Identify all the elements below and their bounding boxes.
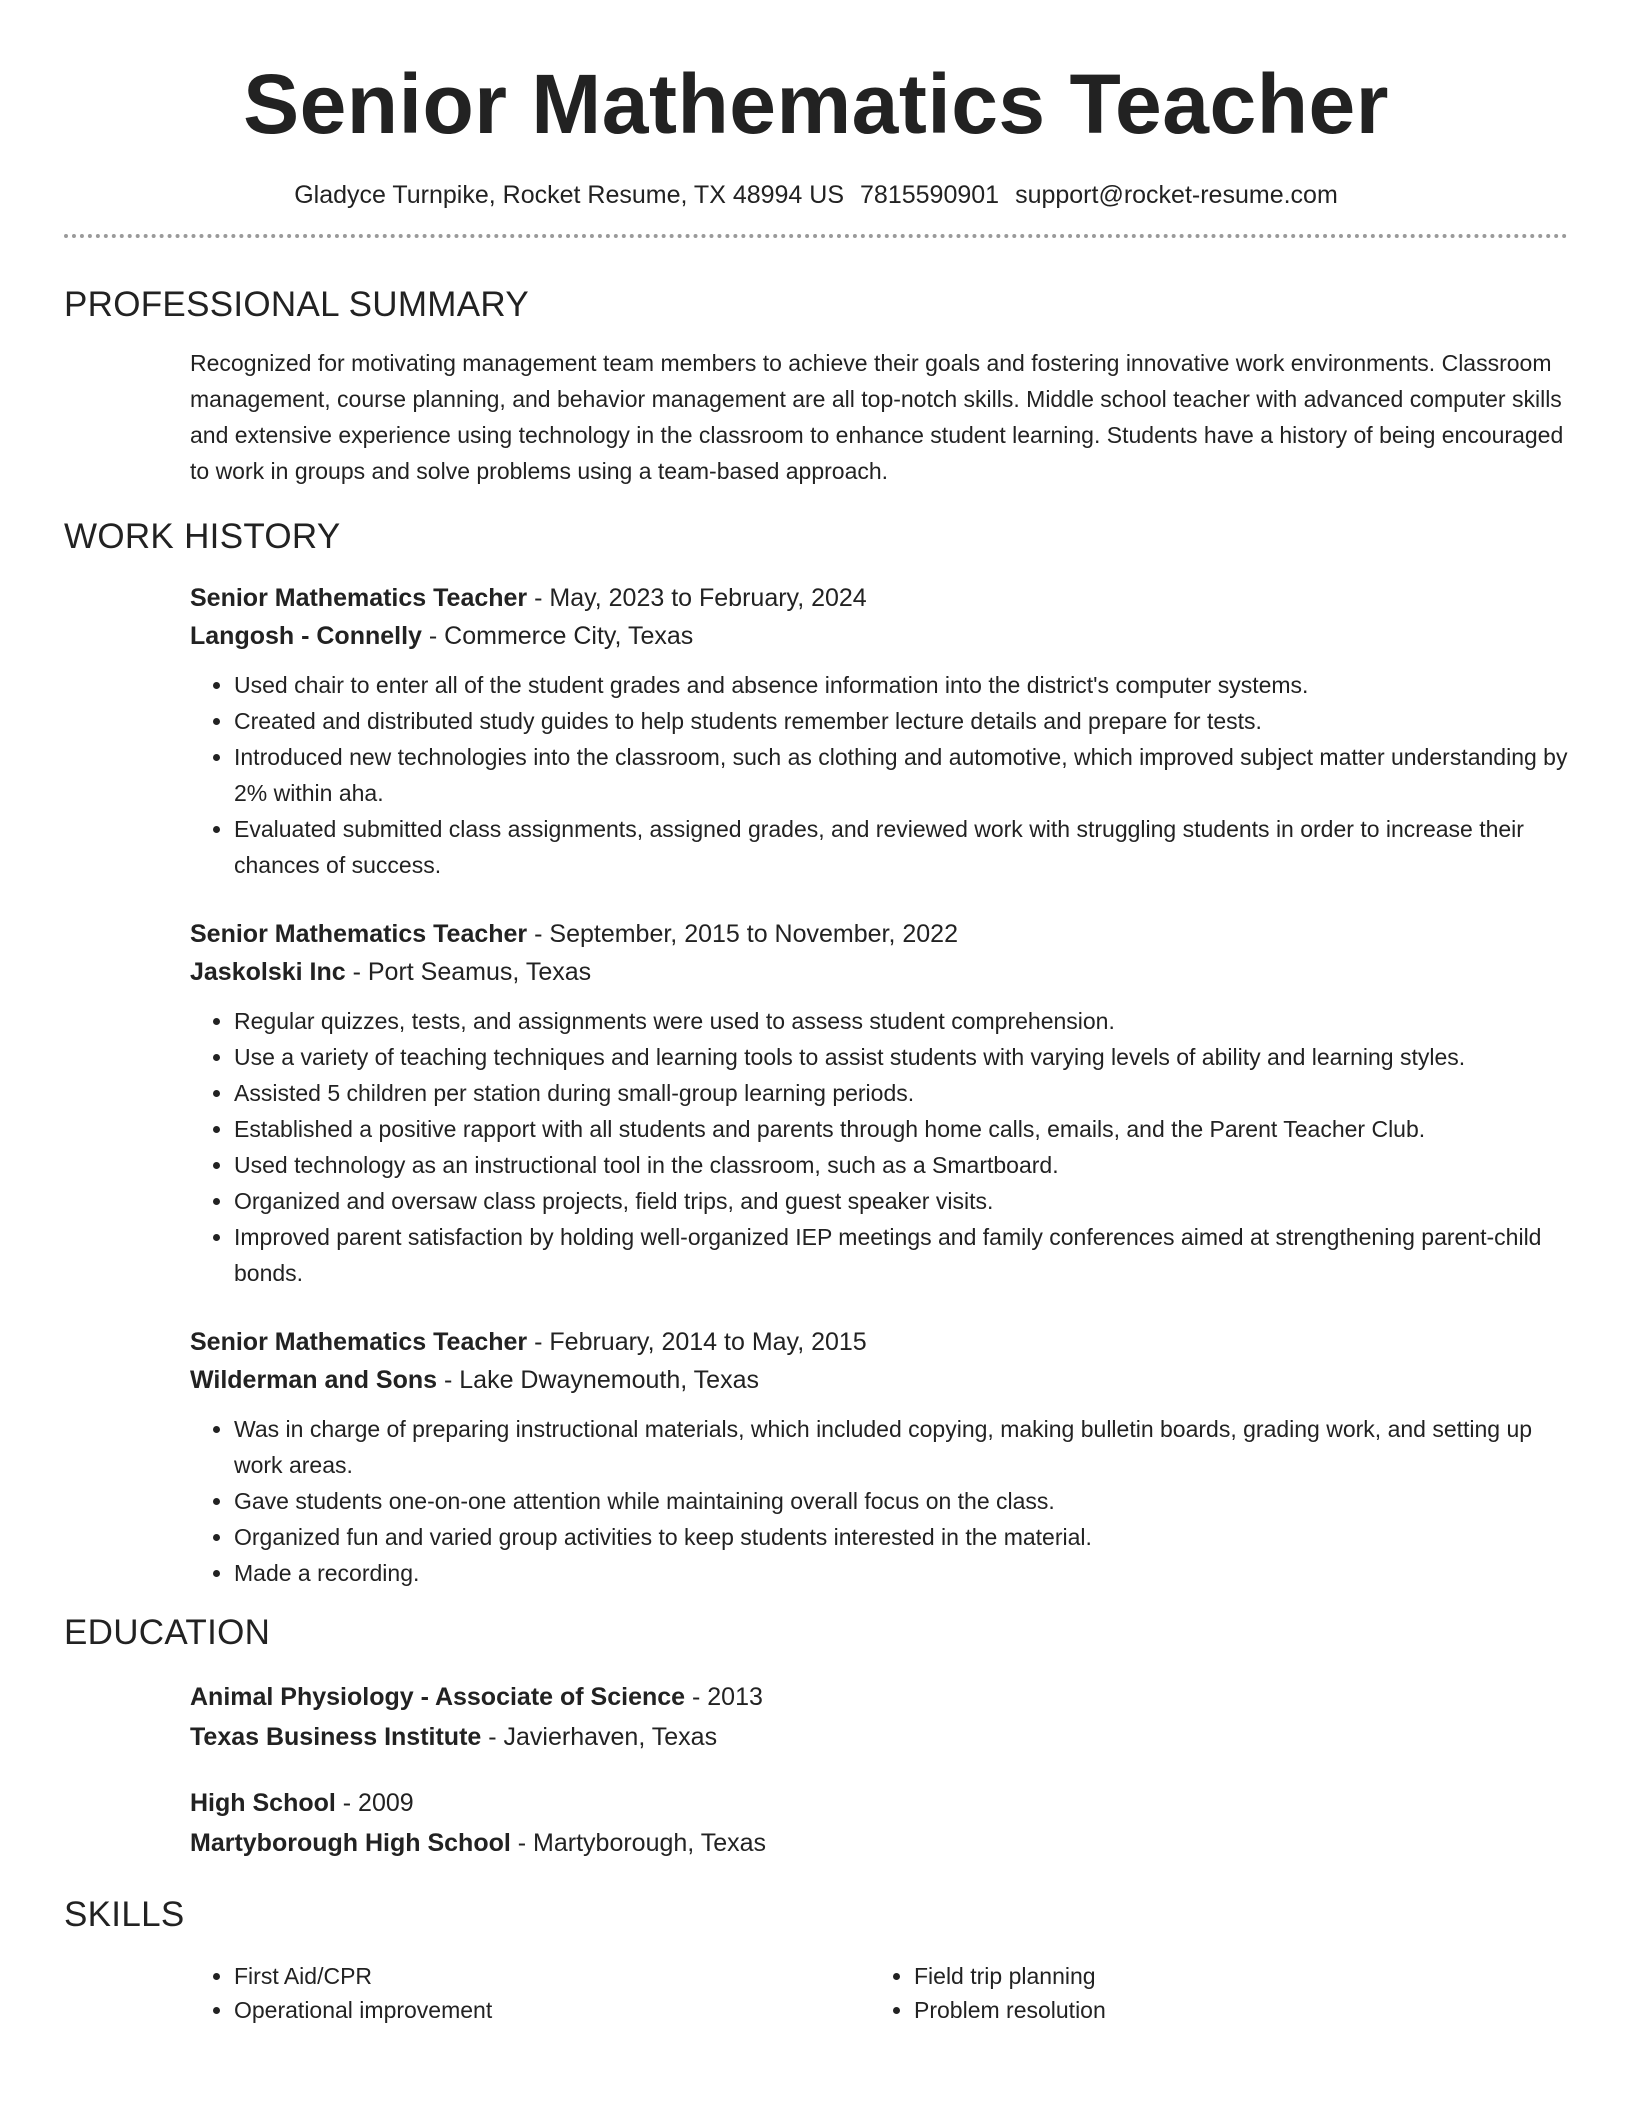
job-bullet: • Gave students one-on-one attention while maintaining overall focus on the class.	[234, 1483, 1568, 1519]
job-bullet: • Used chair to enter all of the student grades and absence information into the district's computer systems.	[234, 667, 1568, 703]
job-bullet: • Introduced new technologies into the classroom, such as clothing and automotive, which improved subject matter understanding by 2% within aha.	[234, 739, 1568, 811]
job-company: Langosh - Connelly	[190, 622, 422, 650]
job-role: Senior Mathematics Teacher	[190, 920, 528, 948]
skills-left-column	[190, 1959, 870, 2027]
job-location: - Lake Dwaynemouth, Texas	[437, 1366, 759, 1394]
education-section	[64, 1611, 1568, 1863]
job-bullets	[190, 667, 1568, 883]
job-bullet: • Was in charge of preparing instructional materials, which included copying, making bulletin boards, grading work, and setting up work areas.	[234, 1411, 1568, 1483]
header-divider	[64, 234, 1568, 238]
education-location: - Martyborough, Texas	[510, 1829, 767, 1857]
job-company-line	[190, 953, 1568, 991]
education-school-line	[190, 1717, 1568, 1757]
job-location: - Port Seamus, Texas	[345, 958, 592, 986]
job-entry	[190, 1323, 1568, 1591]
job-entry	[190, 915, 1568, 1291]
education-degree: High School	[190, 1789, 336, 1817]
job-bullet: • Assisted 5 children per station during small-group learning periods.	[234, 1075, 1568, 1111]
contact-line	[64, 178, 1568, 212]
skills-section	[64, 1893, 1568, 2027]
job-location: - Commerce City, Texas	[421, 622, 694, 650]
job-bullet: • Created and distributed study guides to help students remember lecture details and prepare for tests.	[234, 703, 1568, 739]
job-title-line	[190, 579, 1568, 617]
skill-item: • Field trip planning	[914, 1959, 1550, 1993]
job-bullet: • Improved parent satisfaction by holding well-organized IEP meetings and family conferences aimed at strengthening parent-child bonds.	[234, 1219, 1568, 1291]
job-bullet: • Made a recording.	[234, 1555, 1568, 1591]
job-dates: - September, 2015 to November, 2022	[527, 920, 958, 948]
education-year: - 2009	[335, 1789, 414, 1817]
education-year: - 2013	[685, 1683, 763, 1711]
education-degree-line	[190, 1677, 1568, 1717]
contact-email: support@rocket-resume.com	[1015, 181, 1338, 209]
education-degree-line	[190, 1783, 1568, 1823]
job-bullets	[190, 1411, 1568, 1591]
education-entry	[190, 1783, 1568, 1863]
skill-item: • First Aid/CPR	[234, 1959, 870, 1993]
education-entry	[190, 1677, 1568, 1757]
skills-grid	[190, 1959, 1568, 2027]
job-bullet: • Organized and oversaw class projects, field trips, and guest speaker visits.	[234, 1183, 1568, 1219]
skill-item: • Problem resolution	[914, 1993, 1550, 2027]
education-school: Texas Business Institute	[190, 1723, 482, 1751]
education-degree: Animal Physiology - Associate of Science	[190, 1683, 686, 1711]
work-history-heading: WORK HISTORY	[64, 517, 341, 556]
job-bullet: • Use a variety of teaching techniques and learning tools to assist students with varying levels of ability and learning styles.	[234, 1039, 1568, 1075]
contact-address: Gladyce Turnpike, Rocket Resume, TX 48994 US	[294, 181, 845, 209]
job-entry	[190, 579, 1568, 883]
summary-section	[64, 283, 1568, 489]
skill-item: • Operational improvement	[234, 1993, 870, 2027]
job-company-line	[190, 1361, 1568, 1399]
skills-right-column	[870, 1959, 1550, 2027]
job-bullets	[190, 1003, 1568, 1291]
summary-text: Recognized for motivating management team members to achieve their goals and fostering innovative work environments. Classroom management, course planning, and behavior management are all top-notch skills. Middle school teacher with advanced computer skills and extensive experience using technology in the classroom to enhance student learning. Students have a history of being encouraged to work in groups and solve problems using a team-based approach.	[190, 350, 1564, 484]
summary-heading: PROFESSIONAL SUMMARY	[64, 285, 529, 324]
job-role: Senior Mathematics Teacher	[190, 1328, 528, 1356]
education-location: - Javierhaven, Texas	[481, 1723, 718, 1751]
job-dates: - February, 2014 to May, 2015	[527, 1328, 867, 1356]
job-company-line	[190, 617, 1568, 655]
education-school-line	[190, 1823, 1568, 1863]
job-title-line	[190, 915, 1568, 953]
job-bullet: • Regular quizzes, tests, and assignments were used to assess student comprehension.	[234, 1003, 1568, 1039]
job-title-line	[190, 1323, 1568, 1361]
education-school: Martyborough High School	[190, 1829, 511, 1857]
contact-phone: 7815590901	[860, 181, 1000, 209]
job-company: Wilderman and Sons	[190, 1366, 438, 1394]
work-history-section	[64, 515, 1568, 1591]
job-bullet: • Organized fun and varied group activities to keep students interested in the material.	[234, 1519, 1568, 1555]
skills-heading: SKILLS	[64, 1895, 185, 1934]
job-bullet: • Evaluated submitted class assignments, assigned grades, and reviewed work with struggling students in order to increase their chances of success.	[234, 811, 1568, 883]
job-bullet: • Used technology as an instructional tool in the classroom, such as a Smartboard.	[234, 1147, 1568, 1183]
job-company: Jaskolski Inc	[190, 958, 346, 986]
job-role: Senior Mathematics Teacher	[190, 584, 528, 612]
job-bullet: • Established a positive rapport with all students and parents through home calls, emails, and the Parent Teacher Club.	[234, 1111, 1568, 1147]
education-heading: EDUCATION	[64, 1613, 271, 1652]
resume-title: Senior Mathematics Teacher	[243, 57, 1389, 151]
job-dates: - May, 2023 to February, 2024	[527, 584, 867, 612]
